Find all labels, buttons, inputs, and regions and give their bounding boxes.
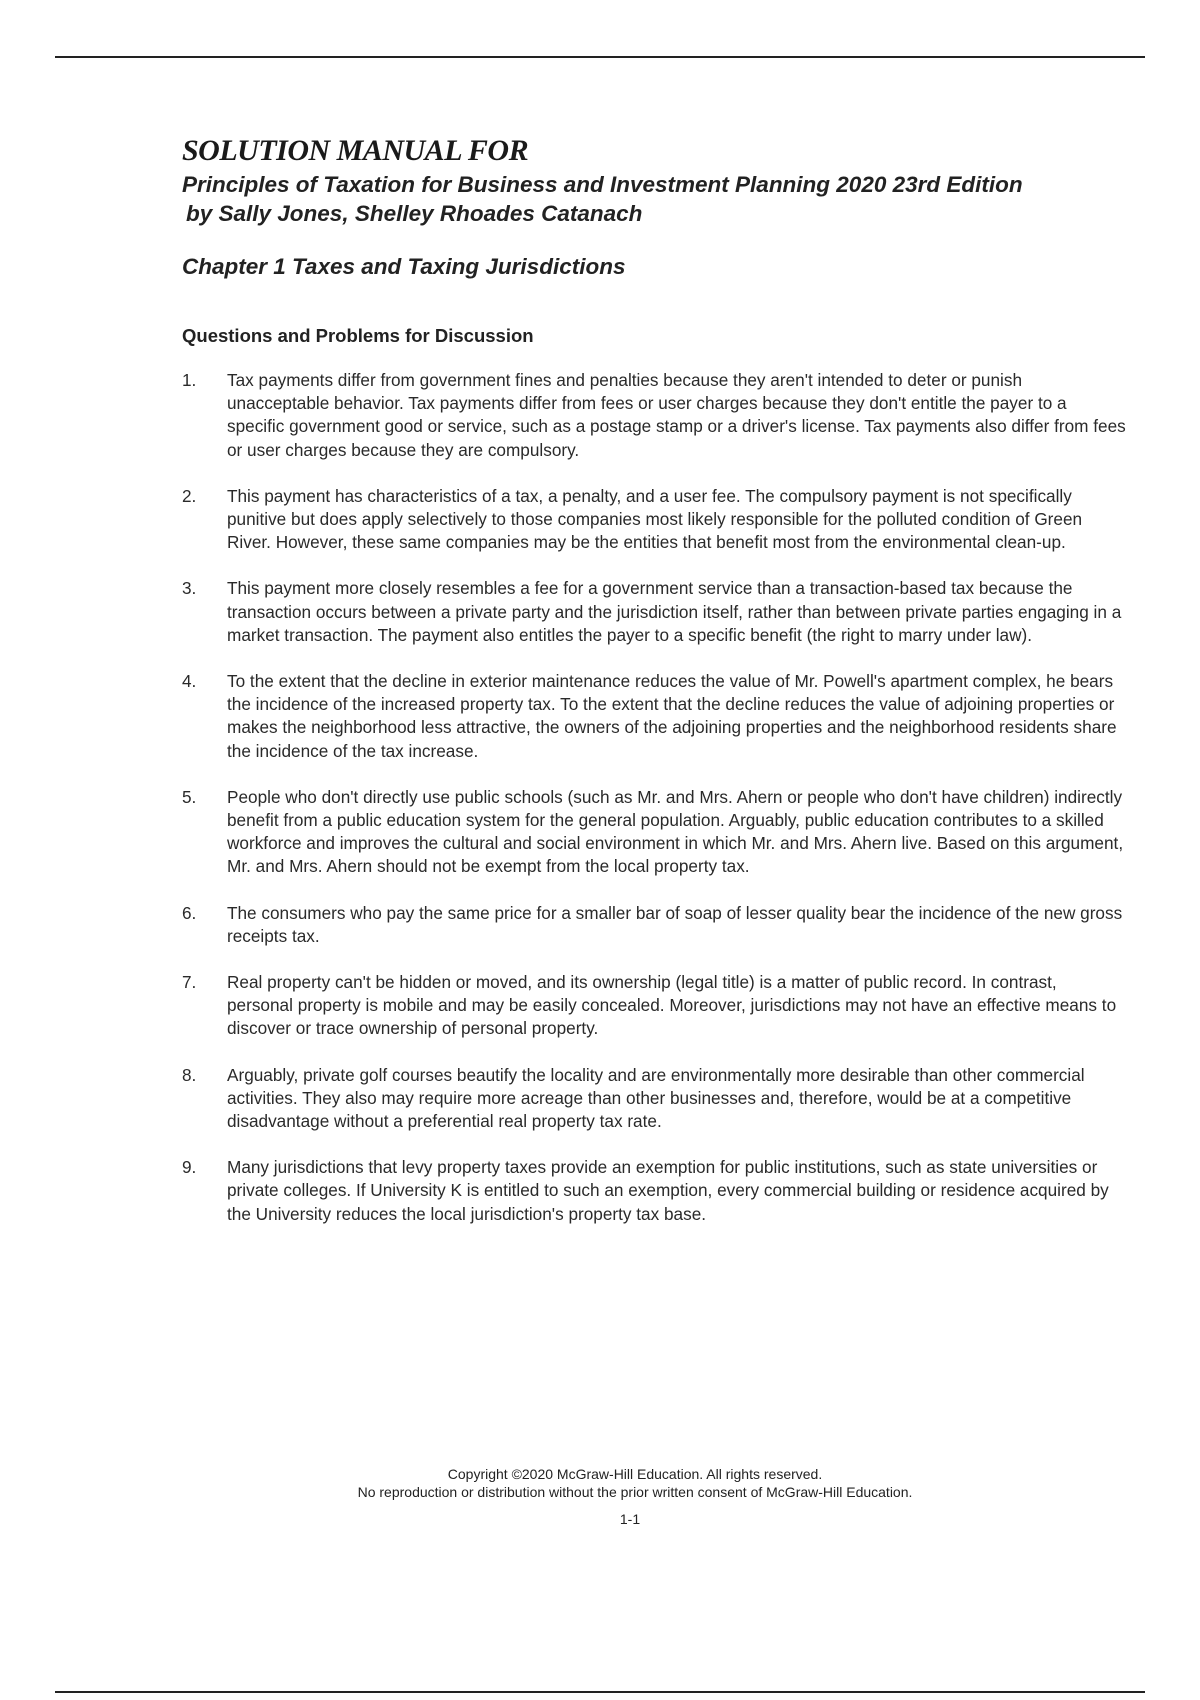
page-footer xyxy=(300,1466,970,1501)
question-answer-text: Real property can't be hidden or moved, and its ownership (legal title) is a matter of public record. In contrast, personal property is mobile and may be easily concealed. Moreover, jurisdictions may not have an effective means to discover or trace ownership of personal property. xyxy=(227,972,1117,1039)
question-number: 4. xyxy=(182,671,197,692)
question-answer-text: This payment more closely resembles a fee for a government service than a transaction-based tax because the transaction occurs between a private party and the jurisdiction itself, rather than between private parties engaging in a market transaction. The payment also entitles the payer to a specific benefit (the right to marry under law). xyxy=(227,578,1122,645)
page-number-text: 1-1 xyxy=(619,1511,641,1527)
page-content xyxy=(182,134,1126,1249)
top-rule xyxy=(55,56,1145,58)
question-answer-text: People who don't directly use public schools (such as Mr. and Mrs. Ahern or people who don't have children) indirectly benefit from a public education system for the general population. Arguably, public education contributes to a skilled workforce and improves the cultural and social environment in which Mr. and Mrs. Ahern live. Based on this argument, Mr. and Mrs. Ahern should not be exempt from the local property tax. xyxy=(227,786,1124,877)
question-answer-text: Tax payments differ from government fines and penalties because they aren't intended to deter or punish unacceptable behavior. Tax payments differ from fees or user charges because they don't entitle the payer to a specific government good or service, such as a postage stamp or a driver's license. Tax payments also differ from fees or user charges because they are compulsory. xyxy=(227,370,1126,460)
reproduction-notice: No reproduction or distribution without the prior written consent of McGraw-Hill Education. xyxy=(357,1483,913,1500)
question-item xyxy=(182,577,1127,647)
book-title: Principles of Taxation for Business and Investment Planning 2020 23rd Edition xyxy=(182,172,1023,197)
copyright-line: Copyright ©2020 McGraw-Hill Education. All rights reserved. xyxy=(447,1466,823,1482)
question-number: 2. xyxy=(182,485,197,506)
manual-heading: SOLUTION MANUAL FOR xyxy=(182,134,529,167)
question-number: 9. xyxy=(182,1157,197,1178)
question-item xyxy=(182,1156,1127,1226)
section-heading: Questions and Problems for Discussion xyxy=(182,325,534,346)
question-list xyxy=(182,369,1126,1226)
question-number: 3. xyxy=(182,578,197,599)
question-item xyxy=(182,670,1127,763)
question-answer-text: To the extent that the decline in exterior maintenance reduces the value of Mr. Powell's apartment complex, he bears the incidence of the increased property tax. To the extent that the decline reduces the value of adjoining properties or makes the neighborhood less attractive, the owners of the adjoining properties and the neighborhood residents share the incidence of the tax increase. xyxy=(227,671,1117,761)
chapter-title: Chapter 1 Taxes and Taxing Jurisdictions xyxy=(182,254,626,279)
question-number: 7. xyxy=(182,972,197,993)
bottom-rule xyxy=(55,1691,1145,1693)
question-item xyxy=(182,971,1127,1041)
question-answer-text: Many jurisdictions that levy property taxes provide an exemption for public institutions, such as state universities or private colleges. If University K is entitled to such an exemption, every commercial building or residence acquired by the University reduces the local jurisdiction's property tax base. xyxy=(227,1157,1109,1224)
question-number: 1. xyxy=(182,370,197,390)
question-item xyxy=(182,786,1127,879)
question-item xyxy=(182,902,1127,948)
question-item xyxy=(182,485,1127,555)
question-item xyxy=(182,369,1127,462)
question-answer-text: The consumers who pay the same price for a smaller bar of soap of lesser quality bear the incidence of the new gross receipts tax. xyxy=(227,902,1123,946)
question-number: 5. xyxy=(182,786,197,807)
question-answer-text: This payment has characteristics of a tax, a penalty, and a user fee. The compulsory payment is not specifically punitive but does apply selectively to those companies most likely responsible for the polluted condition of Green River. However, these same companies may be the entities that benefit most from the environmental clean-up. xyxy=(227,485,1083,553)
question-number: 6. xyxy=(182,902,197,923)
question-answer-text: Arguably, private golf courses beautify the locality and are environmentally more desirable than other commercial activities. They also may require more acreage than other businesses and, therefore, would be at a competitive disadvantage without a preferential real property tax rate. xyxy=(227,1064,1085,1132)
book-authors: by Sally Jones, Shelley Rhoades Catanach xyxy=(186,201,643,226)
question-item xyxy=(182,1064,1127,1134)
question-number: 8. xyxy=(182,1064,197,1085)
page-number xyxy=(610,1511,650,1527)
